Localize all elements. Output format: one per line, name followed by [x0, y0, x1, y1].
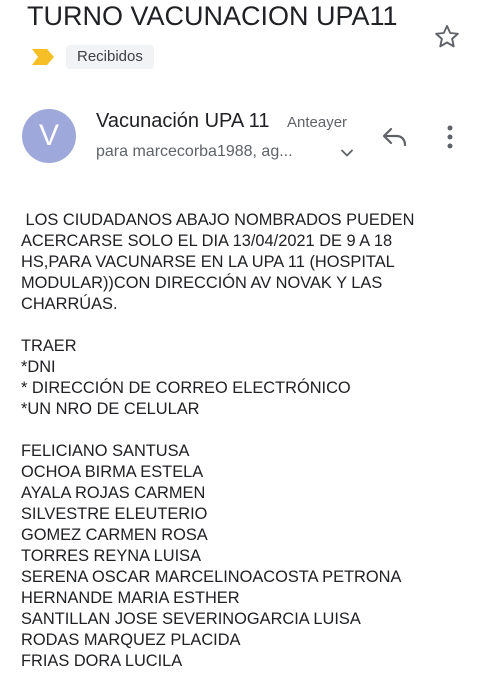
star-icon[interactable]	[432, 22, 462, 52]
body-line: *UN NRO DE CELULAR	[21, 400, 200, 418]
list-item: RODAS MARQUEZ PLACIDA	[21, 631, 241, 649]
body-line: CHARRÚAS.	[21, 295, 118, 313]
list-item: GOMEZ CARMEN ROSA	[21, 526, 208, 544]
chevron-down-icon[interactable]	[338, 144, 356, 162]
list-item: SERENA OSCAR MARCELINOACOSTA PETRONA	[21, 568, 402, 586]
list-item: SILVESTRE ELEUTERIO	[21, 505, 208, 523]
body-line: TRAER	[21, 337, 77, 355]
email-date: Anteayer	[287, 114, 348, 131]
important-marker-icon[interactable]	[30, 46, 56, 68]
recipient-summary[interactable]: para marcecorba1988, ag...	[96, 143, 293, 160]
requirements-paragraph	[21, 336, 471, 420]
label-row	[30, 44, 154, 70]
list-item: SANTILLAN JOSE SEVERINOGARCIA LUISA	[21, 610, 361, 628]
list-item: HERNANDE MARIA ESTHER	[21, 589, 240, 607]
reply-icon[interactable]	[380, 124, 410, 150]
list-item: FRIAS DORA LUCILA	[21, 652, 183, 670]
body-line: LOS CIUDADANOS ABAJO NOMBRADOS PUEDEN	[21, 211, 415, 229]
body-line: MODULAR))CON DIRECCIÓN AV NOVAK Y LAS	[21, 274, 383, 292]
list-item: OCHOA BIRMA ESTELA	[21, 463, 204, 481]
email-subject: TURNO VACUNACION UPA11	[27, 1, 398, 31]
body-line: *DNI	[21, 358, 56, 376]
sender-avatar[interactable]: V	[22, 109, 76, 163]
body-line: * DIRECCIÓN DE CORREO ELECTRÓNICO	[21, 379, 351, 397]
list-item: AYALA ROJAS CARMEN	[21, 484, 206, 502]
sender-name: Vacunación UPA 11	[96, 110, 270, 132]
body-line: HS,PARA VACUNARSE EN LA UPA 11 (HOSPITAL	[21, 253, 395, 271]
intro-paragraph	[21, 210, 471, 315]
names-list	[21, 441, 471, 672]
list-item: TORRES REYNA LUISA	[21, 547, 202, 565]
email-body	[21, 210, 471, 672]
more-options-icon[interactable]	[442, 122, 458, 152]
body-line: ACERCARSE SOLO EL DIA 13/04/2021 DE 9 A 18	[21, 232, 393, 250]
list-item: FELICIANO SANTUSA	[21, 442, 190, 460]
label-chip-recibidos[interactable]: Recibidos	[66, 45, 154, 69]
